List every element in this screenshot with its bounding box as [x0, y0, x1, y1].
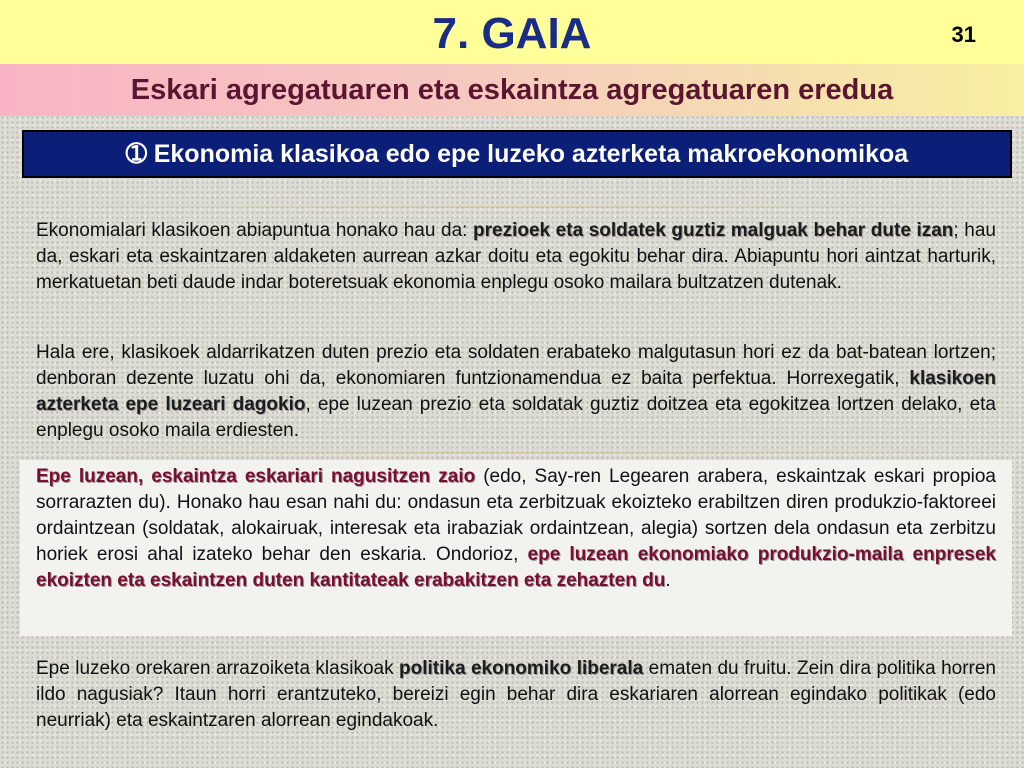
- paragraph-text: Epe luzeko orekaren arrazoiketa klasikoak: [36, 658, 400, 679]
- slide-title: 7. GAIA: [432, 9, 592, 58]
- section-heading: [24, 138, 1010, 170]
- emphasis-text: epe luzean ekonomiako produkzio-maila enpresek ekoizten eta eskaintzen duten kantitateak erabakitzen eta zehazten du: [36, 544, 996, 591]
- subtitle-band: [0, 64, 1024, 116]
- paragraph-says-law: [36, 464, 996, 594]
- section-heading-bar: [22, 130, 1012, 178]
- paragraph-text: , epe luzean prezio eta soldatak guztiz doitzea eta egokitzea lortzen delako, eta enplegu osoko maila erdiesten.: [36, 394, 996, 441]
- emphasis-text: prezioek eta soldatek guztiz malguak behar dute izan: [473, 220, 954, 241]
- paragraph-text: ematen du fruitu. Zein dira politika horren ildo nagusiak? Itaun horri erantzuteko, bereizi egin behar dira eskariaren alorrean egindako politikak (edo neurriak) eta eskaintzaren alorrean egindakoak.: [36, 658, 996, 731]
- paragraph-text: (edo, Say-ren Legearen arabera, eskaintzak eskari propioa sorrarazten du). Honako hau esan nahi du: ondasun eta zerbitzuak ekoizteko erabiltzen diren produkzio-faktoreei ordaintzean (soldatak, alokairuak, interesak eta irabaziak ordaintzean, alegia) sortzen dela ondasun eta zerbitzu horiek erosi ahal izateko behar den eskaria. Ondorioz,: [36, 466, 996, 565]
- section-heading-text: Ekonomia klasikoa edo epe luzeko azterketa makroekonomikoa: [153, 140, 909, 168]
- paragraph-text: .: [665, 570, 671, 591]
- paragraph-liberal-policy: [36, 656, 996, 734]
- paragraph-classical-premise: [36, 218, 996, 296]
- title-band: [0, 0, 1024, 64]
- emphasis-text: Epe luzean, eskaintza eskariari nagusitzen zaio: [36, 466, 476, 487]
- paragraph-text: ; hau da, eskari eta eskaintzaren aldaketen aurrean azkar doitu eta egokitu behar dira. Abiapuntu hori aintzat harturik, merkatuetan beti daude indar boteretsuak ekonomia enplegu osoko mailara bultzatzen dutenak.: [36, 220, 996, 293]
- paragraph-long-run-analysis: [36, 340, 996, 444]
- divider: [30, 452, 1010, 454]
- emphasis-text: klasikoen azterketa epe luzeari dagokio: [36, 368, 996, 415]
- paragraph-text: Ekonomialari klasikoen abiapuntua honako hau da:: [36, 220, 474, 241]
- emphasis-text: politika ekonomiko liberala: [399, 658, 644, 679]
- slide-subtitle: Eskari agregatuaren eta eskaintza agregatuaren eredua: [130, 74, 894, 106]
- paragraph-text: Hala ere, klasikoek aldarrikatzen duten prezio eta soldaten erabateko malgutasun hori ez da bat-batean lortzen; denboran dezente luzatu ohi da, ekonomiaren funtzionamendua ez baita perfektua. Horrexegatik,: [36, 342, 996, 389]
- circled-one-icon: ➀: [125, 140, 147, 168]
- page-number: 31: [951, 22, 976, 47]
- divider: [30, 206, 1010, 208]
